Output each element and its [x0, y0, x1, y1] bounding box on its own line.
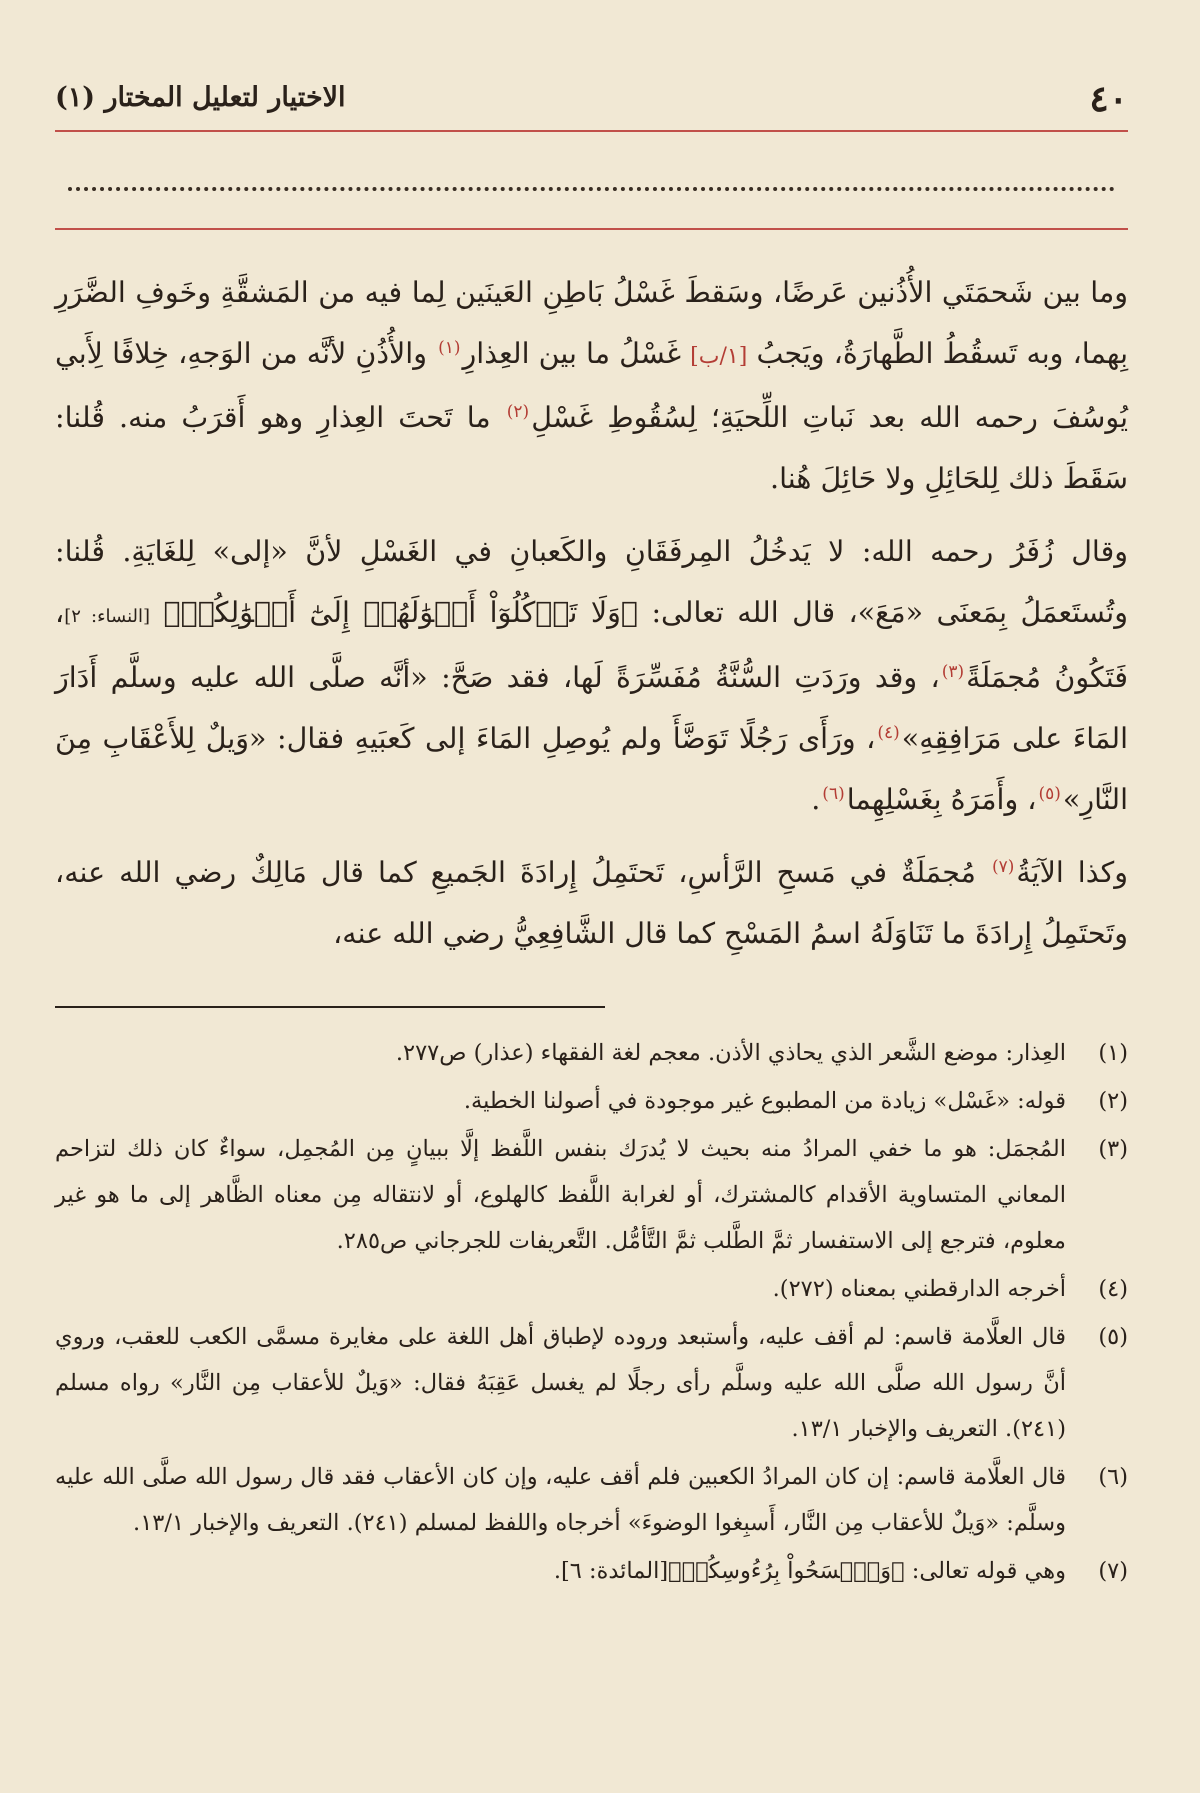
footnote-text: وهي قوله تعالى: ﴿وَٱمۡسَحُواْ بِرُءُوسِكُمۡ﴾[المائدة: ٦]. — [553, 1558, 1066, 1584]
footnotes — [55, 1030, 1128, 1596]
footnote-5 — [55, 1314, 1128, 1452]
text-run: وكذا الآيَةُ — [1016, 856, 1129, 889]
header-rule — [55, 130, 1128, 132]
footnote-text: المُجمَل: هو ما خفي المرادُ منه بحيث لا يُدرَك بنفس اللَّفظ إلَّا ببيانٍ مِن المُجمِل، سواءٌ كان ذلك لتزاحم المعاني المتساوية الأقدام كالمشترك، أو لغرابة اللَّفظ كالهلوع، أو لانتقاله مِن معناه الظَّاهر إلى ما هو غير معلوم، فترجع إلى الاستفسار ثمَّ الطَّلب ثمَّ التَّأمُّل. التَّعريفات للجرجاني ص٢٨٥. — [55, 1136, 1066, 1254]
footnote-2 — [55, 1078, 1128, 1124]
manuscript-folio-ref: [١/ب] — [690, 344, 748, 369]
text-run: ، وأَمَرَهُ بِغَسْلِهِما — [846, 783, 1037, 816]
page-header — [55, 78, 1128, 122]
footnote-ref-1[interactable]: (١) — [438, 337, 461, 358]
text-run: وقال زُفَرُ رحمه الله: لا يَدخُلُ المِرفَقَانِ والكَعبانِ في الغَسْلِ لأنَّ «إلى» لِلغَايَةِ. قُلنا: وتُستَعمَلُ بِمَعنَى «مَعَ»، قال الله تعالى: ﴿وَلَا تَأۡكُلُوٓاْ أَمۡوَٰلَهُمۡ إِلَىٰٓ أَمۡوَٰلِكُمۡ﴾ — [55, 535, 1128, 629]
paragraph-3 — [55, 842, 1128, 964]
footnote-number: (٤) — [1098, 1276, 1128, 1302]
footnote-ref-3[interactable]: (٣) — [941, 661, 965, 682]
footnote-number: (٧) — [1098, 1558, 1128, 1584]
footnote-ref-4[interactable]: (٤) — [877, 722, 900, 743]
body-top-rule — [55, 228, 1128, 230]
footnote-6 — [55, 1454, 1128, 1546]
footnote-text: قال العلَّامة قاسم: إن كان المرادُ الكعبين فلم أقف عليه، وإن كان الأعقاب فقد قال رسول الله صلَّى الله عليه وسلَّم: «وَيلٌ للأعقاب مِن النَّار، أَسبِغوا الوضوءَ» أخرجاه واللفظ لمسلم (٢٤١). التعريف والإخبار ١٣/١. — [55, 1464, 1066, 1536]
text-run: ما تَحتَ العِذارِ وهو أَقرَبُ منه. قُلنا: سَقَطَ ذلك لِلحَائِلِ ولا حَائِلَ هُنا. — [55, 401, 1128, 495]
footnote-4 — [55, 1266, 1128, 1312]
text-run: غَسْلُ ما بين العِذارِ — [462, 337, 682, 370]
footnote-ref-2[interactable]: (٢) — [506, 401, 530, 422]
quran-ref: [النساء: ٢] — [64, 606, 151, 627]
text-run: . — [811, 783, 821, 816]
footnote-separator — [55, 1006, 605, 1008]
footnote-1 — [55, 1030, 1128, 1076]
text-run: ، فَتَكُونُ مُجمَلَةً — [55, 596, 1128, 694]
footnote-number: (١) — [1098, 1040, 1128, 1066]
dotted-separator — [68, 175, 1115, 191]
footnote-number: (٦) — [1098, 1464, 1128, 1490]
paragraph-1 — [55, 262, 1128, 509]
footnote-ref-5[interactable]: (٥) — [1038, 783, 1061, 804]
text-run: مُجمَلَةٌ في مَسحِ الرَّأسِ، تَحتَمِلُ إِرادَةَ الجَميعِ كما قال مَالِكٌ رضي الله عنه، وتَحتَمِلُ إِرادَةَ ما تَنَاوَلَهُ اسمُ المَسْحِ كما قال الشَّافِعِيُّ رضي الله عنه، — [55, 856, 1128, 950]
main-text — [55, 262, 1128, 964]
footnote-number: (٥) — [1098, 1324, 1128, 1350]
paragraph-2 — [55, 521, 1128, 830]
footnote-ref-6[interactable]: (٦) — [822, 783, 845, 804]
footnote-text: قال العلَّامة قاسم: لم أقف عليه، وأستبعد وروده لإطباق أهل اللغة على مغايرة مسمَّى الكعب للعقب، وروي أنَّ رسول الله صلَّى الله عليه وسلَّم رأى رجلًا لم يغسل عَقِبَهُ فقال: «وَيلٌ للأعقاب مِن النَّار» رواه مسلم (٢٤١). التعريف والإخبار ١٣/١. — [55, 1324, 1066, 1442]
page-number: ٤٠ — [1089, 78, 1128, 120]
footnote-text: أخرجه الدارقطني بمعناه (٢٧٢). — [772, 1276, 1066, 1302]
text-run: ، وقد ورَدَتِ السُّنَّةُ مُفَسِّرَةً لَها، فقد صَحَّ: «أنَّه صلَّى الله عليه وسلَّم أَدَارَ المَاءَ على مَرَافِقِهِ» — [55, 661, 1128, 755]
book-title: الاختيار لتعليل المختار (١) — [55, 82, 346, 113]
footnote-number: (٢) — [1098, 1088, 1128, 1114]
footnote-text: قوله: «غَسْل» زيادة من المطبوع غير موجودة في أصولنا الخطية. — [463, 1088, 1066, 1114]
footnote-3 — [55, 1126, 1128, 1264]
text-run: ، ورَأَى رَجُلًا تَوَضَّأَ ولم يُوصِلِ المَاءَ إلى كَعبَيهِ فقال: «وَيلٌ لِلأَعْقَابِ مِنَ النَّارِ» — [55, 722, 1128, 816]
text-run: والأُذُنِ لأنَّه من الوَجهِ، خِلافًا لِأَبي يُوسُفَ رحمه الله بعد نَباتِ اللِّحيَةِ؛ لِسُقُوطِ غَسْلِ — [55, 337, 1128, 434]
footnote-7 — [55, 1548, 1128, 1594]
footnote-text: العِذار: موضع الشَّعر الذي يحاذي الأذن. معجم لغة الفقهاء (عذار) ص٢٧٧. — [395, 1040, 1066, 1066]
text-run: وما بين شَحمَتَي الأُذُنين عَرضًا، وسَقطَ غَسْلُ بَاطِنِ العَينَين لِما فيه من المَشقَّةِ وخَوفِ الضَّرَرِ بِهما، وبه تَسقُطُ الطَّهارَةُ، ويَجبُ — [55, 276, 1128, 370]
footnote-ref-7[interactable]: (٧) — [991, 856, 1015, 877]
footnote-number: (٣) — [1098, 1136, 1128, 1162]
